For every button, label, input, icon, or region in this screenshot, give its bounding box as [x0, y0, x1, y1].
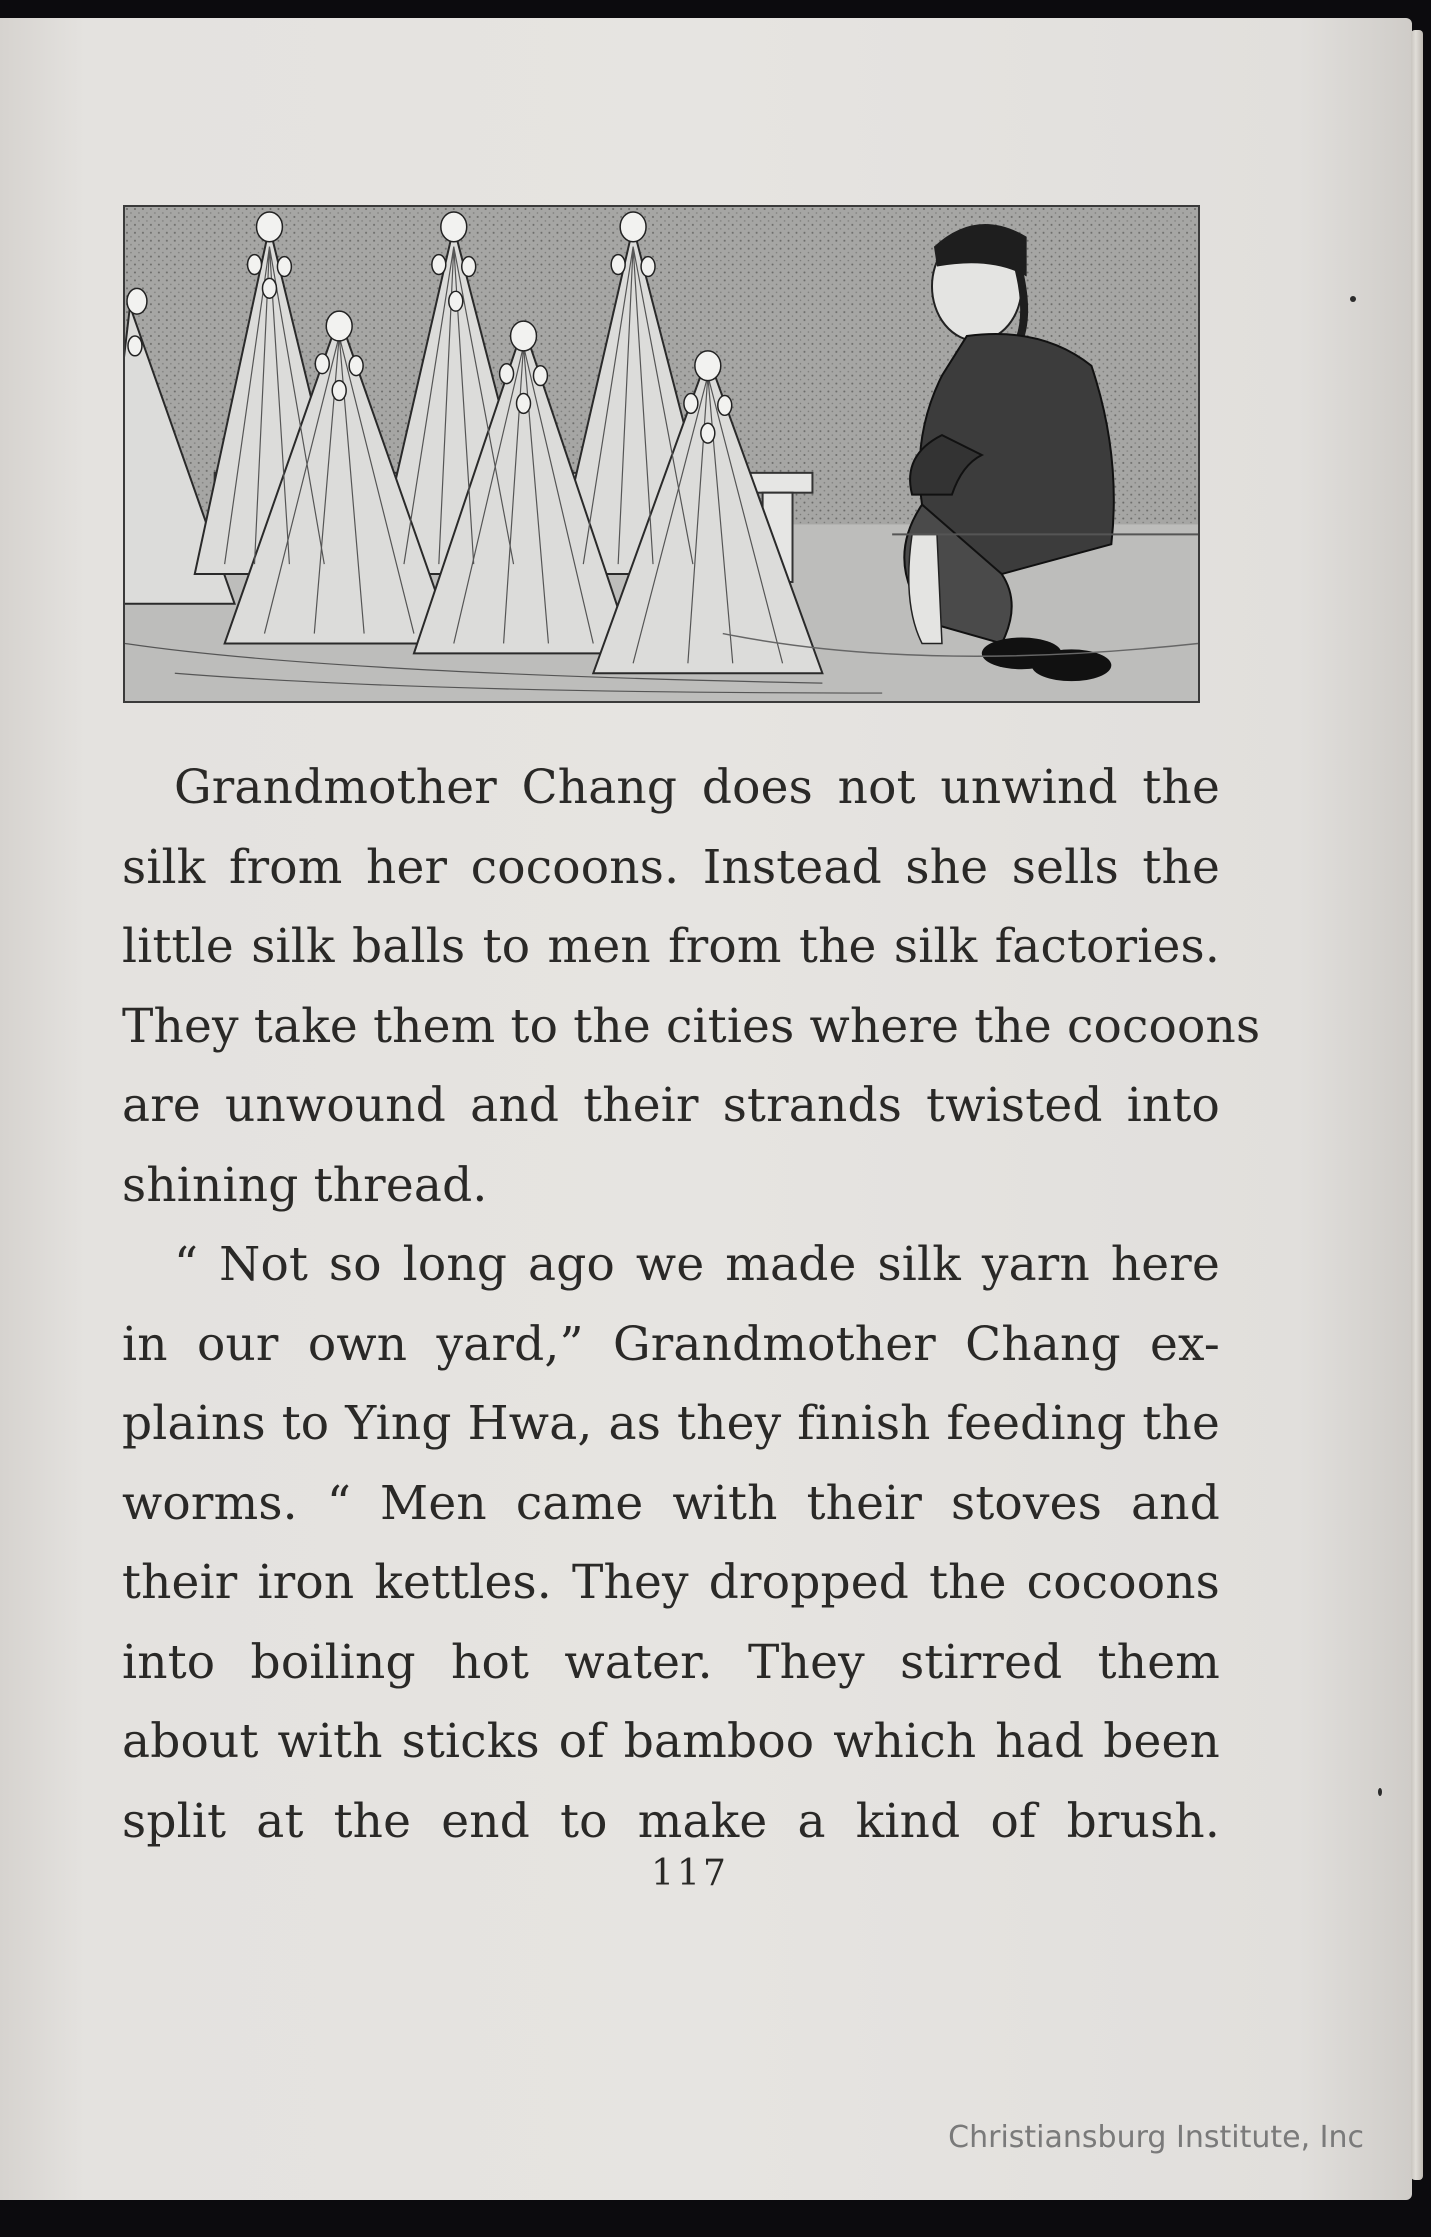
- text-line: little silk balls to men from the silk factories.: [122, 919, 1220, 974]
- text-line: split at the end to make a kind of brush.: [122, 1793, 1220, 1849]
- text-line: plains to Ying Hwa, as they finish feeding the: [122, 1396, 1220, 1451]
- text-line: their iron kettles. They dropped the cocoons: [122, 1555, 1220, 1610]
- text-line: silk from her cocoons. Instead she sells the: [122, 839, 1220, 895]
- paper-speck: [1350, 296, 1356, 302]
- text-line: Grandmother Chang does not unwind the: [174, 760, 1220, 815]
- page-edge: [1411, 30, 1423, 2180]
- illustration-girl-with-cocoon-straw-bundles: [123, 205, 1200, 703]
- text-line: are unwound and their strands twisted into: [122, 1078, 1220, 1133]
- text-line: shining thread.: [122, 1157, 488, 1213]
- text-line: “ Not so long ago we made silk yarn here: [174, 1237, 1220, 1292]
- text-line: about with sticks of bamboo which had been: [122, 1714, 1220, 1769]
- text-line: into boiling hot water. They stirred them: [122, 1634, 1220, 1690]
- watermark: Christiansburg Institute, Inc: [948, 2120, 1364, 2155]
- text-line: in our own yard,” Grandmother Chang ex-: [122, 1316, 1220, 1372]
- bottom-dark-band: [0, 2200, 1431, 2237]
- paper-speck: [1378, 1788, 1382, 1796]
- text-line: worms. “ Men came with their stoves and: [122, 1475, 1220, 1531]
- body-text: [122, 748, 1261, 1861]
- page-number: 117: [651, 1853, 729, 1894]
- text-line: They take them to the cities where the cocoons: [122, 998, 1261, 1054]
